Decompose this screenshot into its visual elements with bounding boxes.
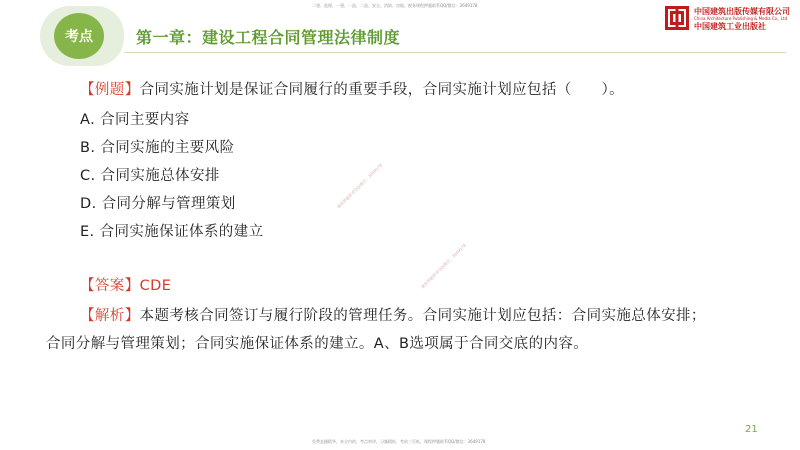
watermark-2: 课程押题联系QQ/微信：3649178 — [420, 242, 468, 290]
option-d: D. 合同分解与管理策划 — [80, 196, 236, 212]
question-line — [80, 78, 624, 99]
topic-badge-container — [40, 6, 124, 66]
watermark-1: 课程押题联系QQ/微信：3649178 — [336, 162, 384, 210]
answer-value: CDE — [139, 278, 172, 294]
analysis-text-1: 本题考核合同签订与履行阶段的管理任务。合同实施计划应包括：合同实施总体安排； — [139, 308, 706, 324]
publisher-logo — [664, 5, 794, 33]
chapter-title: 第一章：建设工程合同管理法律制度 — [136, 28, 401, 47]
option-b: B. 合同实施的主要风险 — [80, 140, 235, 156]
publisher-name-cn: 中国建筑出版传媒有限公司 — [694, 7, 790, 16]
bottom-notice: 免费直播精华，来全内的，考点串讲，习题精析，考前三页纸，课程押题联系QQ/微信：3649178 — [312, 439, 486, 444]
publisher-emblem-icon — [664, 5, 690, 31]
publisher-press-cn: 中国建筑工业出版社 — [694, 22, 766, 31]
publisher-name-en: China Architecture Publishing & Media Co., Ltd — [694, 16, 788, 21]
option-c: C. 合同实施总体安排 — [80, 168, 220, 184]
analysis-line-2: 合同分解与管理策划；合同实施保证体系的建立。A、B选项属于合同交底的内容。 — [46, 336, 589, 352]
page-number: 21 — [745, 424, 758, 435]
header-divider — [124, 52, 786, 53]
question-tag: 【例题】 — [80, 82, 140, 98]
analysis-tag: 【解析】 — [80, 308, 140, 324]
analysis-line-1 — [80, 304, 706, 325]
top-notice: 二建、监理、一建、一造、二造、安全、消防、房地、税务课程押题联系QQ/微信：3649178 — [312, 3, 478, 8]
answer-tag: 【答案】 — [80, 278, 140, 294]
answer-line — [80, 274, 171, 295]
option-e: E. 合同实施保证体系的建立 — [80, 224, 264, 240]
option-a: A. 合同主要内容 — [80, 112, 190, 128]
topic-badge: 考点 — [54, 13, 104, 59]
question-text: 合同实施计划是保证合同履行的重要手段，合同实施计划应包括（ ）。 — [139, 82, 625, 98]
